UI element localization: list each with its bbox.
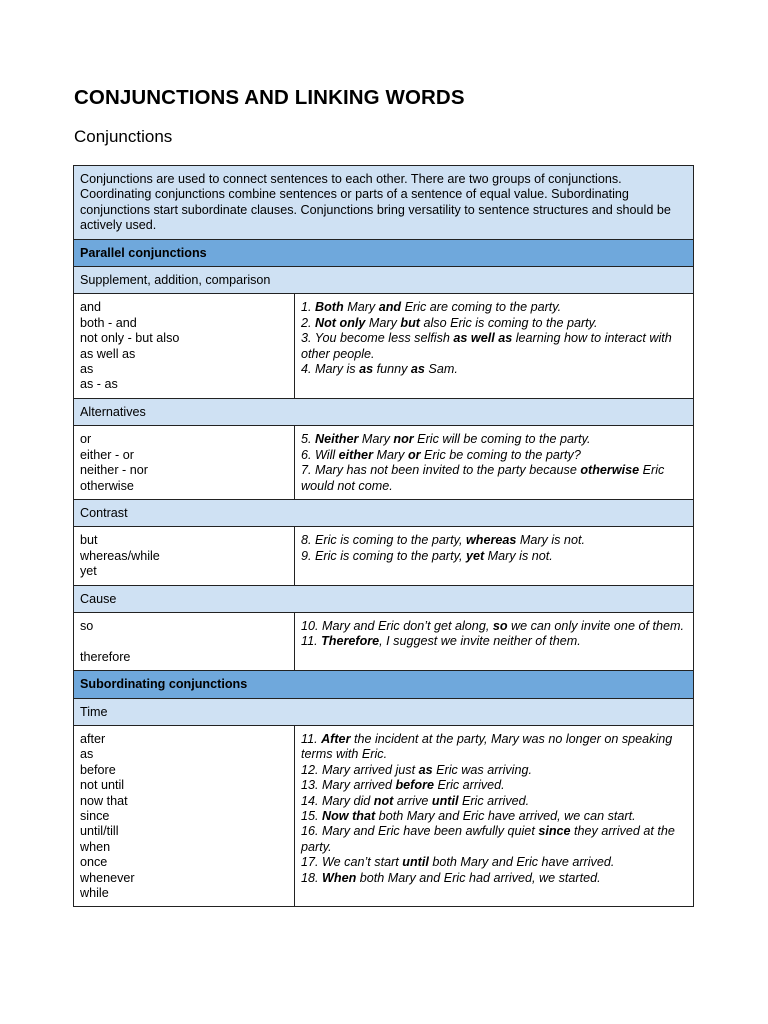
example-text: Eric will be coming to the party.	[413, 432, 591, 447]
example-sentence	[301, 855, 687, 870]
example-list	[295, 612, 694, 670]
conjunction-list	[74, 527, 295, 585]
highlighted-conjunction: nor	[393, 432, 414, 447]
conjunction-word: yet	[80, 564, 97, 579]
example-text: 15.	[301, 808, 323, 823]
highlighted-conjunction: either	[338, 447, 373, 462]
example-text: 9. Eric is coming to the party,	[301, 548, 466, 563]
example-text: Mary is not.	[516, 533, 585, 548]
conjunction-word: either - or	[80, 447, 134, 462]
example-text: both Mary and Eric have arrived.	[428, 855, 615, 870]
example-text: Eric would not come.	[301, 463, 665, 493]
conjunction-word: not until	[80, 778, 125, 793]
example-text: both Mary and Eric have arrived, we can start.	[375, 808, 636, 823]
example-sentence	[301, 634, 687, 649]
group-heading: Supplement, addition, comparison	[74, 267, 694, 294]
conjunction-row	[74, 612, 694, 670]
section-heading-row	[74, 239, 694, 266]
example-text: 4. Mary is	[301, 362, 360, 377]
conjunction-word	[80, 634, 288, 649]
highlighted-conjunction: since	[538, 824, 571, 839]
example-sentence	[301, 533, 687, 548]
group-heading: Contrast	[74, 499, 694, 526]
group-heading-row	[74, 499, 694, 526]
example-text: Mary	[372, 447, 408, 462]
group-heading: Cause	[74, 585, 694, 612]
example-list	[295, 527, 694, 585]
highlighted-conjunction: before	[395, 778, 434, 793]
example-text: 16. Mary and Eric have been awfully quiet	[301, 824, 539, 839]
example-text: learning how to interact with other people.	[301, 331, 672, 361]
highlighted-conjunction: but	[400, 315, 420, 330]
conjunction-word: before	[80, 762, 116, 777]
section-subtitle: Conjunctions	[74, 127, 173, 146]
example-sentence	[301, 619, 687, 634]
example-text: Eric arrived.	[433, 778, 505, 793]
example-sentence	[301, 549, 687, 564]
highlighted-conjunction: yet	[465, 548, 485, 563]
example-text: both Mary and Eric had arrived, we started.	[356, 870, 601, 885]
conjunction-word: when	[80, 839, 111, 854]
conjunction-word: since	[80, 808, 110, 823]
conjunction-word: after	[80, 731, 106, 746]
conjunction-word: otherwise	[80, 478, 134, 493]
example-text: 6. Will	[301, 447, 339, 462]
example-text: 7. Mary has not been invited to the party because	[301, 463, 581, 478]
example-text: 17. We can’t start	[301, 855, 403, 870]
intro-text: Conjunctions are used to connect sentences to each other. There are two groups of conjunctions. Coordinating conjunctions combine sentences or parts of a sentence of equal value. Subordinating conjunctions start subordinate clauses. Conjunctions bring versatility to sentence structures and should be actively used.	[74, 166, 694, 240]
highlighted-conjunction: as well as	[453, 331, 513, 346]
example-sentence	[301, 763, 687, 778]
example-sentence	[301, 824, 687, 855]
highlighted-conjunction: Not only	[315, 315, 366, 330]
conjunction-word: neither - nor	[80, 463, 148, 478]
example-sentence	[301, 448, 687, 463]
conjunction-row	[74, 725, 694, 906]
conjunction-word: while	[80, 886, 109, 901]
conjunction-list	[74, 426, 295, 500]
example-text: Mary	[343, 300, 379, 315]
example-text: 11.	[301, 731, 322, 746]
example-text: 12. Mary arrived just	[301, 762, 419, 777]
example-text: arrive	[393, 793, 432, 808]
example-list	[295, 294, 694, 398]
example-text: funny	[373, 362, 411, 377]
highlighted-conjunction: as	[418, 762, 433, 777]
highlighted-conjunction: as	[410, 362, 425, 377]
example-text: Mary is not.	[484, 548, 553, 563]
group-heading-row	[74, 585, 694, 612]
group-heading: Alternatives	[74, 398, 694, 425]
example-text: 10. Mary and Eric don’t get along,	[301, 618, 493, 633]
highlighted-conjunction: and	[378, 300, 402, 315]
section-heading-row	[74, 671, 694, 698]
example-sentence	[301, 463, 687, 494]
example-sentence	[301, 871, 687, 886]
example-text: 18.	[301, 870, 323, 885]
example-sentence	[301, 300, 687, 315]
example-text: 13. Mary arrived	[301, 778, 396, 793]
highlighted-conjunction: until	[431, 793, 459, 808]
example-text: Eric are coming to the party.	[401, 300, 562, 315]
conjunction-word: until/till	[80, 824, 119, 839]
conjunction-list	[74, 725, 295, 906]
section-heading: Parallel conjunctions	[74, 239, 694, 266]
example-text: Eric arrived.	[458, 793, 530, 808]
page-title: CONJUNCTIONS AND LINKING WORDS	[74, 86, 465, 109]
example-sentence	[301, 778, 687, 793]
section-heading: Subordinating conjunctions	[74, 671, 694, 698]
highlighted-conjunction: or	[407, 447, 421, 462]
conjunction-row	[74, 527, 694, 585]
example-text: we can only invite one of them.	[507, 618, 684, 633]
example-text: 3. You become less selfish	[301, 331, 454, 346]
highlighted-conjunction: not	[373, 793, 394, 808]
example-text: Eric be coming to the party?	[420, 447, 581, 462]
highlighted-conjunction: so	[492, 618, 508, 633]
highlighted-conjunction: Both	[315, 300, 344, 315]
conjunction-word: whenever	[80, 870, 135, 885]
conjunction-word: as - as	[80, 377, 118, 392]
conjunction-word: as	[80, 747, 94, 762]
example-text: 2.	[301, 315, 316, 330]
example-list	[295, 725, 694, 906]
conjunction-word: so	[80, 618, 94, 633]
conjunctions-table	[73, 165, 694, 907]
group-heading-row	[74, 698, 694, 725]
example-text: 1.	[301, 300, 316, 315]
conjunction-word: once	[80, 855, 108, 870]
highlighted-conjunction: until	[402, 855, 429, 870]
conjunction-word: and	[80, 300, 102, 315]
example-list	[295, 426, 694, 500]
example-text: 11.	[301, 634, 322, 649]
highlighted-conjunction: Neither	[315, 432, 359, 447]
intro-row	[74, 166, 694, 240]
highlighted-conjunction: Therefore	[321, 634, 380, 649]
example-sentence	[301, 732, 687, 763]
example-sentence	[301, 432, 687, 447]
example-text: Eric was arriving.	[432, 762, 532, 777]
conjunction-word: as	[80, 362, 94, 377]
highlighted-conjunction: After	[321, 731, 351, 746]
conjunction-word: not only - but also	[80, 331, 180, 346]
highlighted-conjunction: otherwise	[580, 463, 640, 478]
conjunction-word: but	[80, 533, 98, 548]
example-text: 5.	[301, 432, 316, 447]
conjunctions-table-body	[74, 166, 694, 907]
highlighted-conjunction: When	[322, 870, 357, 885]
conjunction-word: both - and	[80, 315, 137, 330]
group-heading-row	[74, 267, 694, 294]
conjunction-word: or	[80, 432, 92, 447]
example-text: Mary	[365, 315, 401, 330]
conjunction-word: therefore	[80, 649, 131, 664]
conjunction-word: as well as	[80, 346, 136, 361]
example-text: also Eric is coming to the party.	[419, 315, 598, 330]
example-sentence	[301, 331, 687, 362]
example-text: Sam.	[424, 362, 458, 377]
example-text: they arrived at the party.	[301, 824, 675, 854]
example-text: the incident at the party, Mary was no longer on speaking terms with Eric.	[301, 731, 673, 762]
example-sentence	[301, 809, 687, 824]
example-sentence	[301, 362, 687, 377]
group-heading-row	[74, 398, 694, 425]
example-text: 14. Mary did	[301, 793, 374, 808]
highlighted-conjunction: as	[359, 362, 374, 377]
example-text: Mary	[358, 432, 394, 447]
example-sentence	[301, 794, 687, 809]
example-text: , I suggest we invite neither of them.	[379, 634, 581, 649]
conjunction-list	[74, 294, 295, 398]
conjunction-word: whereas/while	[80, 548, 160, 563]
highlighted-conjunction: Now that	[322, 808, 376, 823]
conjunction-word: now that	[80, 793, 128, 808]
group-heading: Time	[74, 698, 694, 725]
conjunction-row	[74, 294, 694, 398]
conjunction-row	[74, 426, 694, 500]
highlighted-conjunction: whereas	[465, 533, 517, 548]
example-text: 8. Eric is coming to the party,	[301, 533, 466, 548]
conjunction-list	[74, 612, 295, 670]
example-sentence	[301, 316, 687, 331]
